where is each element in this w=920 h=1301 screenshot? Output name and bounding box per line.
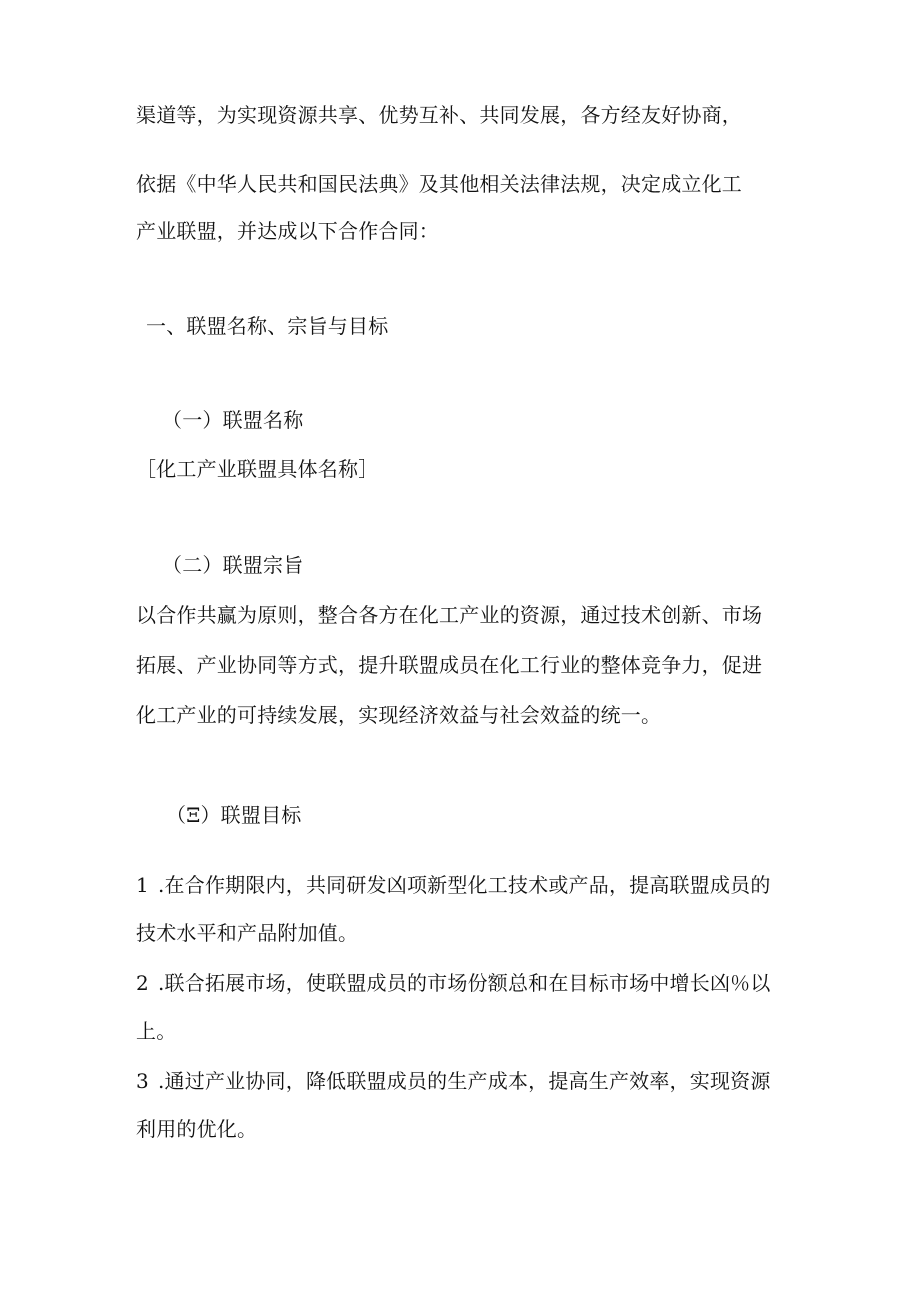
goal-item-3-line-2: 利用的优化。 (136, 1117, 258, 1141)
subsection-heading-purpose: （二）联盟宗旨 (162, 553, 304, 577)
goal-item-1-number: 1 (136, 873, 149, 897)
goal-item-3-line-1: .通过产业协同，降低联盟成员的生产成本，提高生产效率，实现资源 (158, 1069, 771, 1093)
goal-item-1-line-1: .在合作期限内，共同研发凶项新型化工技术或产品，提高联盟成员的 (158, 873, 771, 897)
section-heading-1: 一、联盟名称、宗旨与目标 (146, 314, 389, 338)
subsection-heading-name: （一）联盟名称 (162, 408, 304, 432)
goal-item-3-number: 3 (136, 1069, 149, 1093)
purpose-line-1: 以合作共赢为原则，整合各方在化工产业的资源，通过技术创新、市场 (136, 603, 763, 627)
goal-item-2-number: 2 (136, 971, 149, 995)
alliance-name-text: ［化工产业联盟具体名称］ (136, 457, 379, 481)
purpose-line-2: 拓展、产业协同等方式，提升联盟成员在化工行业的整体竞争力，促进 (136, 653, 763, 677)
goal-item-2-line-1: .联合拓展市场，使联盟成员的市场份额总和在目标市场中增长凶％以 (158, 971, 771, 995)
purpose-line-3: 化工产业的可持续发展，实现经济效益与社会效益的统一。 (136, 703, 662, 727)
intro-line-1: 渠道等，为实现资源共享、优势互补、共同发展，各方经友好协商， (136, 103, 742, 127)
subsection-heading-goals: （Ξ）联盟目标 (166, 803, 302, 827)
intro-line-2: 依据《中华人民共和国民法典》及其他相关法律法规，决定成立化工 (136, 172, 742, 196)
goal-item-1-line-2: 技术水平和产品附加值。 (136, 921, 359, 945)
goal-item-2-line-2: 上。 (136, 1019, 177, 1043)
intro-line-3: 产业联盟，并达成以下合作合同： (136, 219, 439, 243)
